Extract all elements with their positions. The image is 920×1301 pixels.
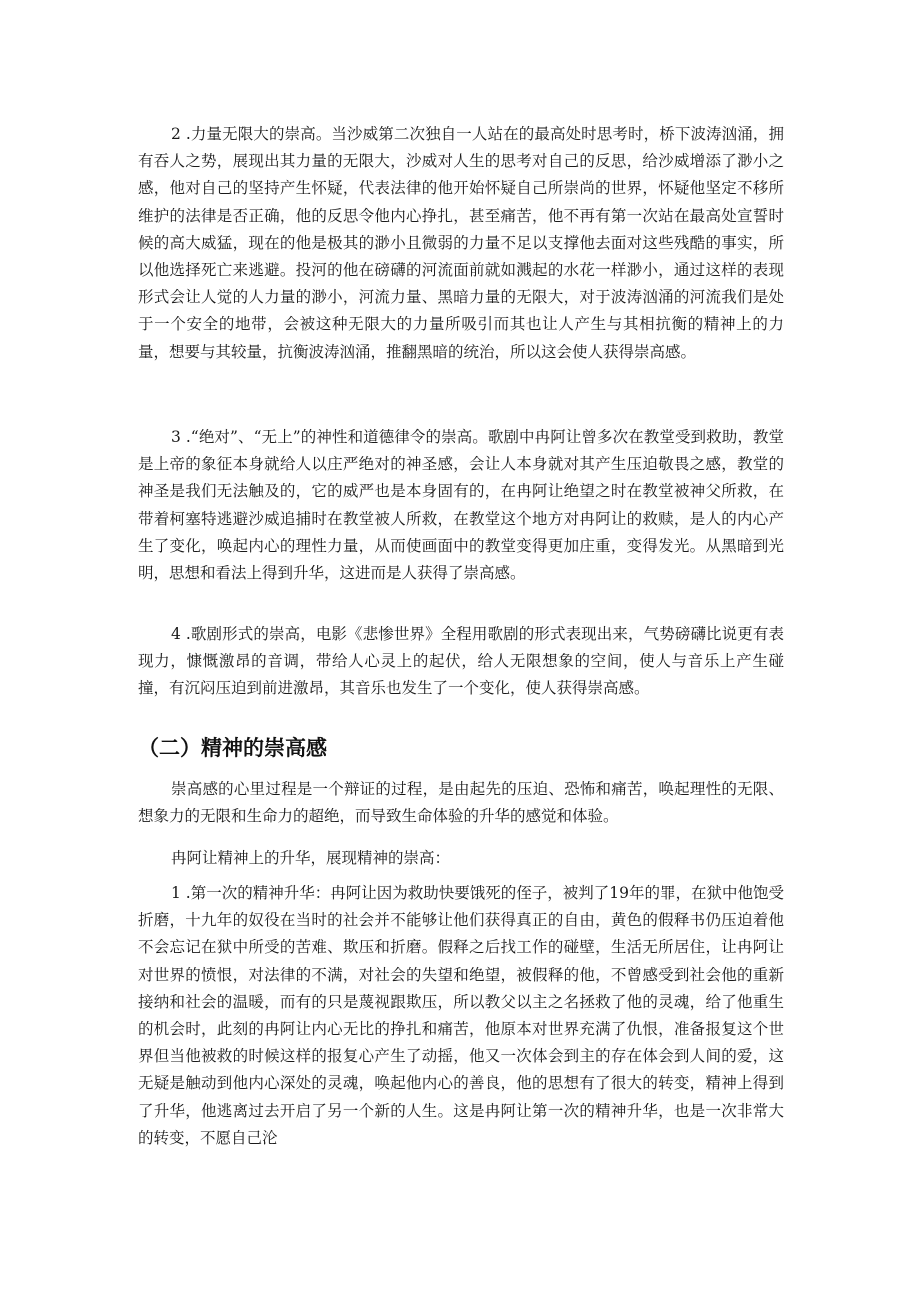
paragraph-first-elevation: 1 .第一次的精神升华：冉阿让因为救助快要饿死的侄子，被判了19年的罪，在狱中他饱受折磨，十九年的奴役在当时的社会并不能够让他们获得真正的自由，黄色的假释书仍压迫着他不会忘记在狱中所受的苦难、欺压和折磨。假释之后找工作的碰壁，生活无所居住，让冉阿让对世界的愤恨，对法律的不满，对社会的失望和绝望，被假释的他，不曾感受到社会他的重新接纳和社会的温暖，而有的只是蔑视跟欺压，所以教父以主之名拯救了他的灵魂，给了他重生的机会时，此刻的冉阿让内心无比的挣扎和痛苦，他原本对世界充满了仇恨，准备报复这个世界但当他被救的时候这样的报复心产生了动摇，他又一次体会到主的存在体会到人间的爱，这无疑是触动到他内心深处的灵魂，唤起他内心的善良，他的思想有了很大的转变，精神上得到了升华，他逃离过去开启了另一个新的人生。这是冉阿让第一次的精神升华，也是一次非常大的转变，不愿自己沦 [138, 884, 784, 1147]
paragraph-sublime-opera: 4 .歌剧形式的崇高，电影《悲惨世界》全程用歌剧的形式表现出来，气势磅礴比说更有表现力，慷慨激昂的音调，带给人心灵上的起伏，给人无限想象的空间，使人与音乐上产生碰撞，有沉闷压迫到前进激昂，其音乐也发生了一个变化，使人获得崇高感。 [138, 625, 784, 698]
paragraph-sublime-power: 2 .力量无限大的崇高。当沙威第二次独自一人站在的最高处时思考时，桥下波涛汹涌，拥有吞人之势，展现出其力量的无限大，沙威对人生的思考对自己的反思，给沙威增添了渺小之感，他对自己的坚持产生怀疑，代表法律的他开始怀疑自己所崇尚的世界，怀疑他坚定不移所维护的法律是否正确，他的反思令他内心挣扎，甚至痛苦，他不再有第一次站在最高处宣誓时候的高大威猛，现在的他是极其的渺小且微弱的力量不足以支撑他去面对这些残酷的事实，所以他选择死亡来逃避。投河的他在磅礴的河流面前就如溅起的水花一样渺小，通过这样的表现形式会让人觉的人力量的渺小，河流力量、黑暗力量的无限大，对于波涛汹涌的河流我们是处于一个安全的地带，会被这种无限大的力量所吸引而其也让人产生与其相抗衡的精神上的力量，想要与其较量，抗衡波涛汹涌，推翻黑暗的统治，所以这会使人获得崇高感。 [138, 125, 784, 361]
section-heading: （二）精神的崇高感 [138, 736, 327, 760]
paragraph-sublime-process: 崇高感的心里过程是一个辩证的过程，是由起先的压迫、恐怖和痛苦，唤起理性的无限、想象力的无限和生命力的超绝，而导致生命体验的升华的感觉和体验。 [138, 780, 784, 826]
paragraph-sublime-divinity: 3 .“绝对”、“无上”的神性和道德律令的崇高。歌剧中冉阿让曾多次在教堂受到救助，教堂是上帝的象征本身就给人以庄严绝对的神圣感，会让人本身就对其产生压迫敬畏之感，教堂的神圣是我们无法触及的，它的威严也是本身固有的，在冉阿让绝望之时在教堂被神父所救，在带着柯塞特逃避沙威追捕时在教堂被人所救，在教堂这个地方对冉阿让的救赎，是人的内心产生了变化，唤起内心的理性力量，从而使画面中的教堂变得更加庄重，变得发光。从黑暗到光明，思想和看法上得到升华，这进而是人获得了崇高感。 [138, 428, 784, 583]
paragraph-spiritual-intro: 冉阿让精神上的升华，展现精神的崇高： [171, 849, 451, 867]
